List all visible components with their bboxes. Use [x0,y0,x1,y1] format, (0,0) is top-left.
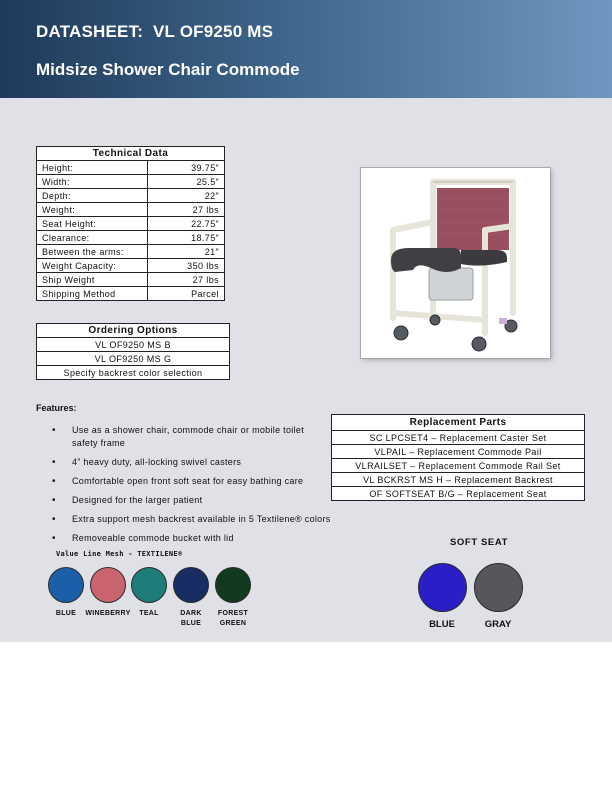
list-item: • Comfortable open front soft seat for easy bathing care [52,475,332,488]
seat-swatch-blue [418,563,467,612]
mesh-colors-heading: Value Line Mesh - TEXTILENE® [56,550,183,558]
mesh-swatch-teal [131,567,167,603]
table-row [332,459,585,473]
content-area [0,98,612,642]
spec-label: Seat Height: [37,217,148,231]
spec-label: Weight: [37,203,148,217]
order-option: VL OF9250 MS G [37,352,230,366]
list-item: • 4” heavy duty, all-locking swivel casters [52,456,332,469]
list-item: • Designed for the larger patient [52,494,332,507]
replacement-part: SC LPCSET4 – Replacement Caster Set [332,431,585,445]
table-row [332,431,585,445]
replacement-part: OF SOFTSEAT B/G – Replacement Seat [332,487,585,501]
table-row [37,245,225,259]
product-subtitle: Midsize Shower Chair Commode [36,60,300,79]
spec-label: Weight Capacity: [37,259,148,273]
mesh-label-dark-blue: DARK BLUE [180,610,202,627]
table-row [37,203,225,217]
page-header [0,0,612,98]
replacement-part: VL BCKRST MS H – Replacement Backrest [332,473,585,487]
ordering-options-table [36,323,230,380]
table-row [332,487,585,501]
spec-label: Height: [37,161,148,175]
soft-seat-heading: SOFT SEAT [450,537,509,548]
table-row [37,175,225,189]
replacement-part: VLPAIL – Replacement Commode Pail [332,445,585,459]
spec-value: 39.75” [148,161,225,175]
table-row [37,352,230,366]
spec-value: Parcel [148,287,225,301]
datasheet-title: DATASHEET: VL OF9250 MS [36,22,274,41]
spec-label: Shipping Method [37,287,148,301]
spec-label: Ship Weight [37,273,148,287]
features-list [52,424,332,551]
spec-value: 27 lbs [148,203,225,217]
table-row [37,287,225,301]
mesh-swatch-dark-blue [173,567,209,603]
table-row [37,161,225,175]
spec-value: 350 lbs [148,259,225,273]
mesh-swatch-wineberry [90,567,126,603]
mesh-label-wineberry: WINEBERRY [85,610,131,617]
technical-data-table [36,146,225,301]
table-row [37,338,230,352]
spec-value: 25.5” [148,175,225,189]
seat-swatch-gray [474,563,523,612]
order-option: Specify backrest color selection [37,366,230,380]
spec-value: 21” [148,245,225,259]
mesh-swatch-forest-green [215,567,251,603]
spec-value: 27 lbs [148,273,225,287]
table-row [37,189,225,203]
ordering-options-heading: Ordering Options [37,324,230,338]
shower-chair-illustration [361,168,550,358]
replacement-parts-heading: Replacement Parts [332,415,585,431]
replacement-part: VLRAILSET – Replacement Commode Rail Set [332,459,585,473]
order-option: VL OF9250 MS B [37,338,230,352]
spec-label: Clearance: [37,231,148,245]
features-heading: Features: [36,403,77,413]
table-row [37,231,225,245]
mesh-label-teal: TEAL [139,610,159,617]
mesh-label-blue: BLUE [55,610,77,617]
spec-label: Depth: [37,189,148,203]
mesh-swatch-blue [48,567,84,603]
seat-label-blue: BLUE [429,619,455,630]
table-row [37,217,225,231]
table-row [332,473,585,487]
table-row [37,273,225,287]
table-row [37,259,225,273]
mesh-label-forest-green: FOREST GREEN [217,610,249,627]
technical-data-heading: Technical Data [37,147,225,161]
table-row [37,366,230,380]
list-item: • Use as a shower chair, commode chair or mobile toilet safety frame [52,424,332,450]
spec-value: 22.75” [148,217,225,231]
table-row [332,445,585,459]
product-photo [361,168,550,358]
spec-value: 22” [148,189,225,203]
seat-label-gray: GRAY [484,619,512,630]
spec-label: Between the arms: [37,245,148,259]
spec-value: 18.75” [148,231,225,245]
list-item: • Extra support mesh backrest available in 5 Textilene® colors [52,513,332,526]
list-item: • Removeable commode bucket with lid [52,532,332,545]
replacement-parts-table [331,414,585,501]
spec-label: Width: [37,175,148,189]
